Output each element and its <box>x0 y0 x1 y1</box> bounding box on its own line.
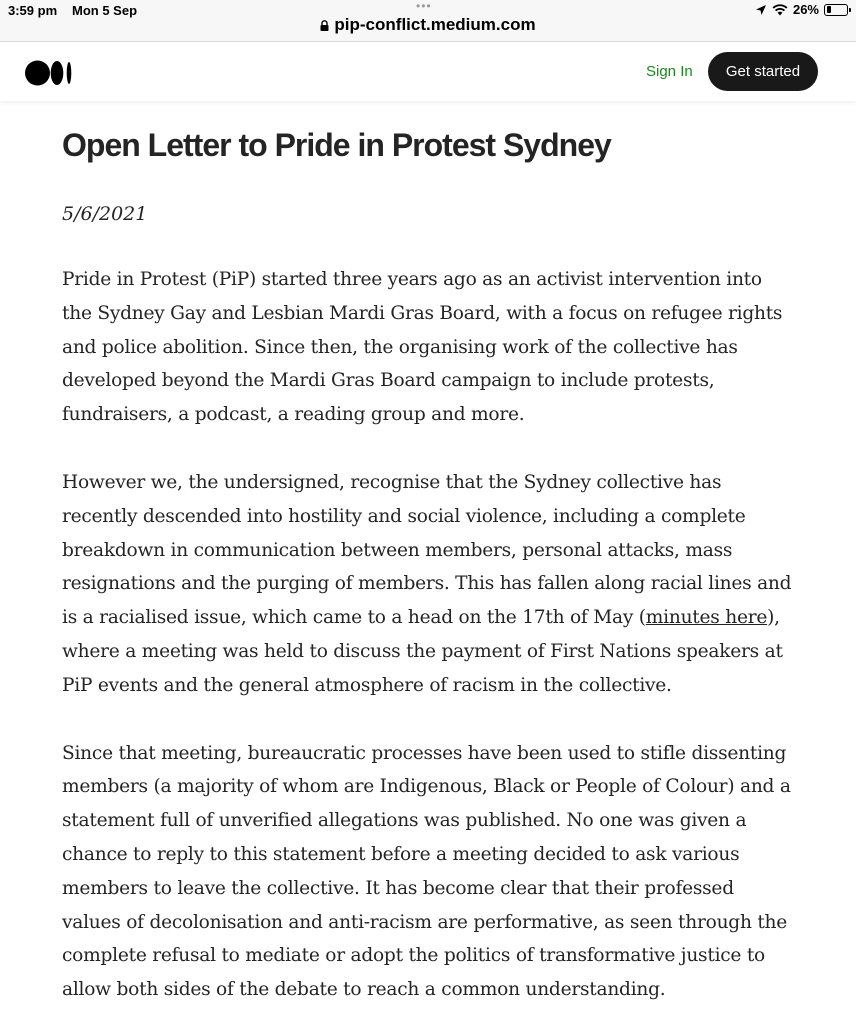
battery-icon <box>824 4 848 16</box>
lock-icon <box>320 20 329 31</box>
article-paragraph <box>62 466 792 703</box>
article-date: 5/6/2021 <box>62 203 148 225</box>
status-date: Mon 5 Sep <box>72 3 138 18</box>
article-title: Open Letter to Pride in Protest Sydney <box>62 127 611 163</box>
article-paragraph: Pride in Protest (PiP) started three years ago as an activist intervention into the Sydney Gay and Lesbian Mardi Gras Board, with a focus on refugee rights and police abolition. Since then, the organising work of the collective has developed beyond the Mardi Gras Board campaign to include protests, fundraisers, a podcast, a reading group and more. <box>62 269 783 426</box>
battery-percent: 26% <box>792 2 819 17</box>
paragraph-text: ), where a meeting was held to discuss the payment of First Nations speakers at PiP events and the general atmosphere of racism in the collective. <box>62 607 783 696</box>
wifi-icon <box>772 4 788 16</box>
location-arrow-icon <box>755 4 767 16</box>
minutes-link[interactable]: minutes here <box>645 607 768 629</box>
multitasking-dots-icon[interactable]: ••• <box>416 0 432 13</box>
medium-logo-icon[interactable] <box>25 60 73 86</box>
address-bar[interactable] <box>0 15 856 35</box>
article <box>62 125 792 1007</box>
address-url: pip-conflict.medium.com <box>334 15 536 34</box>
article-paragraph: Since that meeting, bureaucratic processes have been used to stifle dissenting members (a majority of whom are Indigenous, Black or People of Colour) and a statement full of unverified allegations was published. No one was given a chance to reply to this statement before a meeting decided to ask various members to leave the collective. It has become clear that their professed values of decolonisation and anti-racism are performative, as seen through the complete refusal to mediate or adopt the politics of transformative justice to allow both sides of the debate to reach a common understanding. <box>62 742 791 1001</box>
get-started-button[interactable]: Get started <box>708 52 818 91</box>
status-time: 3:59 pm <box>8 3 58 18</box>
sign-in-link[interactable]: Sign In <box>646 63 693 80</box>
status-bar <box>0 0 856 42</box>
paragraph-text: However we, the undersigned, recognise that the Sydney collective has recently descended into hostility and social violence, including a complete breakdown in communication between members, personal attacks, mass resignations and the purging of members. This has fallen along racial lines and is a racialised issue, which came to a head on the 17th of May ( <box>62 471 792 629</box>
battery-level <box>827 6 832 13</box>
site-header <box>0 43 856 101</box>
status-indicators <box>755 2 848 17</box>
